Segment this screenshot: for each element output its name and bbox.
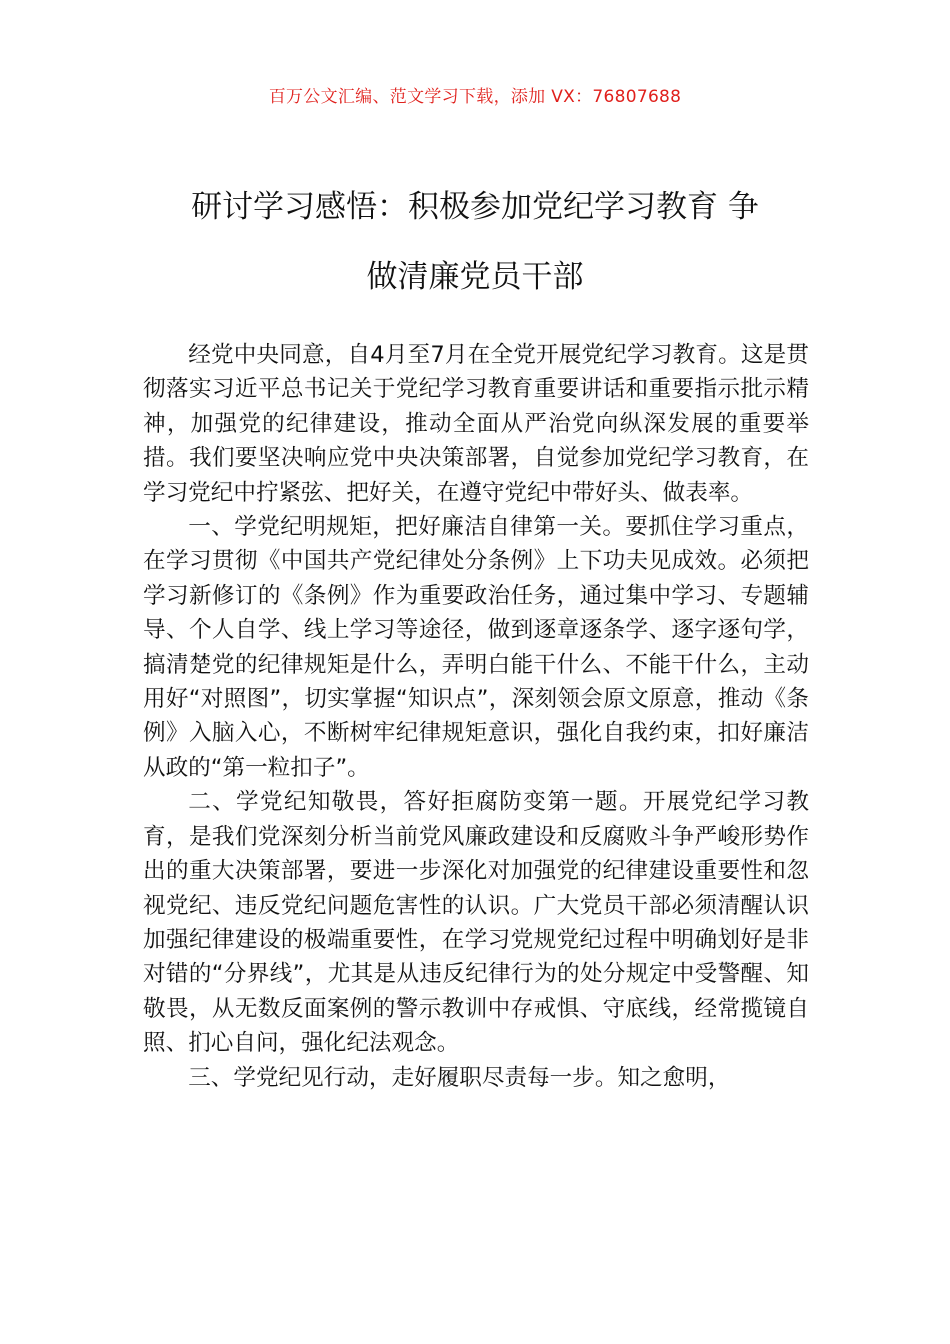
paragraph-section-3: 三、学党纪见行动，走好履职尽责每一步。知之愈明， (188, 1064, 731, 1091)
document-title (130, 172, 820, 312)
paragraph-section-1: 一、学党纪明规矩，把好廉洁自律第一关。要抓住学习重点，在学习贯彻《中国共产党纪律处分条例》上下功夫见成效。必须把学习新修订的《条例》作为重要政治任务，通过集中学习、专题辅导、个人自学、线上学习等途径，做到逐章逐条学、逐字逐句学，搞清楚党的纪律规矩是什么，弄明白能干什么、不能干什么，主动用好“对照图”，切实掌握“知识点”，深刻领会原文原意，推动《条例》入脑入心，不断树牢纪律规矩意识，强化自我约束，扣好廉洁从政的“第一粒扣子”。 (143, 514, 809, 781)
paragraph-intro: 经党中央同意，自4月至7月在全党开展党纪学习教育。这是贯彻落实习近平总书记关于党纪学习教育重要讲话和重要指示批示精神，加强党的纪律建设，推动全面从严治党向纵深发展的重要举措。我们要坚决响应党中央决策部署，自觉参加党纪学习教育，在学习党纪中拧紧弦、把好关，在遵守党纪中带好头、做表率。 (143, 342, 809, 506)
title-line-1: 研讨学习感悟：积极参加党纪学习教育 争 (191, 189, 759, 225)
document-body (143, 338, 809, 1095)
watermark-text: 百万公文汇编、范文学习下载，添加 VX：76807688 (268, 87, 682, 107)
title-line-2: 做清廉党员干部 (366, 259, 584, 295)
paragraph-section-2: 二、学党纪知敬畏，答好拒腐防变第一题。开展党纪学习教育，是我们党深刻分析当前党风廉政建设和反腐败斗争严峻形势作出的重大决策部署，要进一步深化对加强党的纪律建设重要性和忽视党纪、违反党纪问题危害性的认识。广大党员干部必须清醒认识加强纪律建设的极端重要性，在学习党规党纪过程中明确划好是非对错的“分界线”，尤其是从违反纪律行为的处分规定中受警醒、知敬畏，从无数反面案例的警示教训中存戒惧、守底线，经常揽镜自照、扪心自问，强化纪法观念。 (143, 789, 809, 1057)
